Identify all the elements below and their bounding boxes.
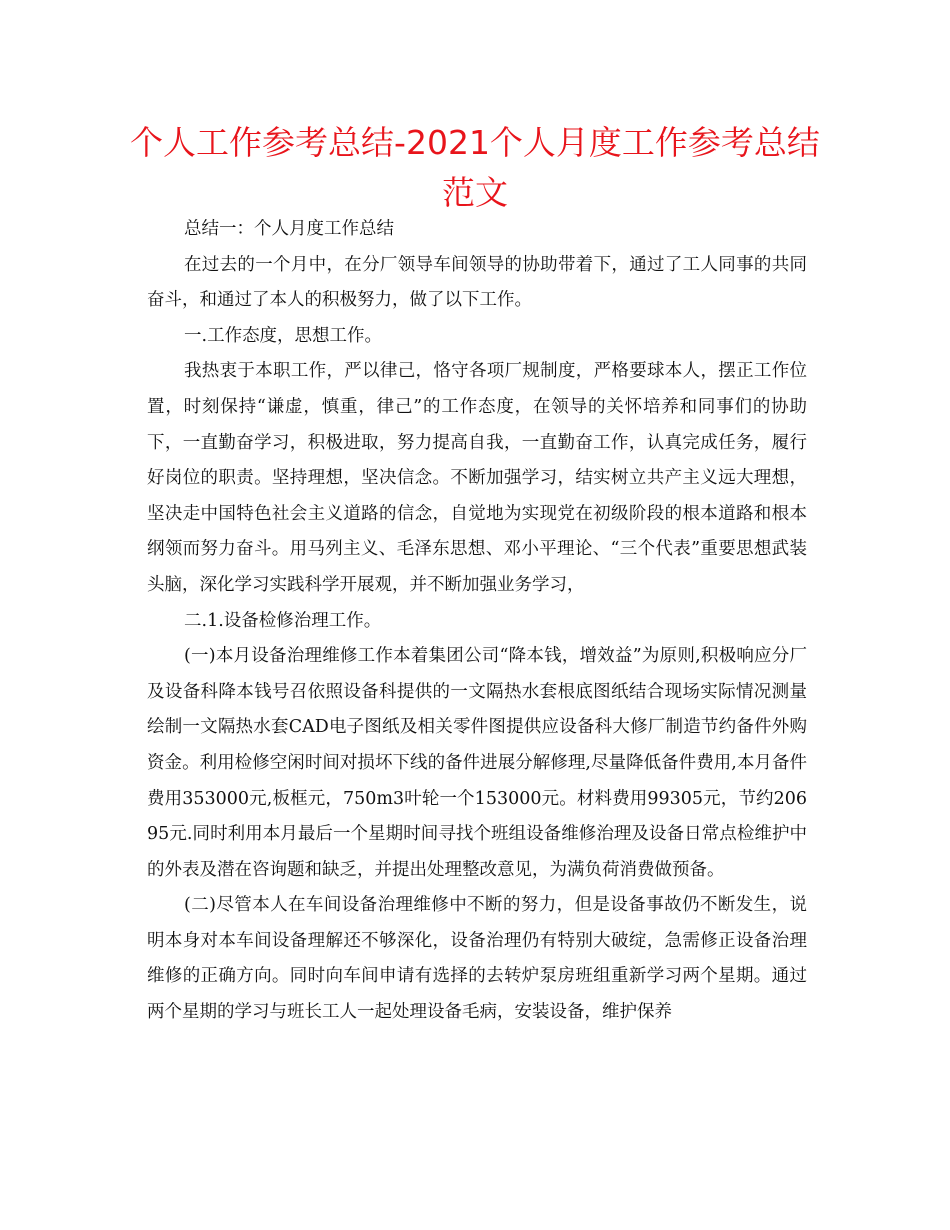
document-title: 个人工作参考总结-2021个人月度工作参考总结范文: [130, 123, 820, 212]
equipment-paragraph-two: (二)尽管本人在车间设备治理维修中不断的努力，但是设备事故仍不断发生，说明本身对本车间设备理解还不够深化，设备治理仍有特别大破绽，急需修正设备治理维修的正确方向。同时向车间申请有选择的去转炉泵房班组重新学习两个星期。通过两个星期的学习与班长工人一起处理设备毛病，安装设备，维护保养: [147, 895, 807, 1023]
section-heading-equipment-maintenance: 二.1.设备检修治理工作。: [184, 610, 382, 631]
equipment-paragraph-one: (一)本月设备治理维修工作本着集团公司“降本钱，增效益”为原则,积极响应分厂及设备科降本钱号召依照设备科提供的一文隔热水套根底图纸结合现场实际情况测量绘制一文隔热水套CAD电子图纸及相关零件图提供应设备科大修厂制造节约备件外购资金。利用检修空闲时间对损坏下线的备件进展分解修理,尽量降低备件费用,本月备件费用353000元,板框元，750m3叶轮一个153000元。材料费用99305元，节约20695元.同时利用本月最后一个星期时间寻找个班组设备维修治理及设备日常点检维护中的外表及潜在咨询题和缺乏，并提出处理整改意见，为满负荷消费做预备。: [147, 646, 807, 880]
document-body: [147, 212, 807, 1031]
intro-paragraph: 在过去的一个月中，在分厂领导车间领导的协助带着下，通过了工人同事的共同奋斗，和通过了本人的积极努力，做了以下工作。: [147, 254, 807, 311]
section-heading-work-attitude: 一.工作态度，思想工作。: [184, 325, 383, 346]
section-heading-summary-one: 总结一：个人月度工作总结: [184, 219, 394, 239]
work-attitude-paragraph: 我热衷于本职工作，严以律己，恪守各项厂规制度，严格要球本人，摆正工作位置，时刻保持“谦虚，慎重，律己”的工作态度，在领导的关怀培养和同事们的协助下，一直勤奋学习，积极进取，努力提高自我，一直勤奋工作，认真完成任务，履行好岗位的职责。坚持理想，坚决信念。不断加强学习，结实树立共产主义远大理想，坚决走中国特色社会主义道路的信念，自觉地为实现党在初级阶段的根本道路和根本纲领而努力奋斗。用马列主义、毛泽东思想、邓小平理论、“三个代表”重要思想武装头脑，深化学习实践科学开展观，并不断加强业务学习，: [147, 361, 807, 595]
